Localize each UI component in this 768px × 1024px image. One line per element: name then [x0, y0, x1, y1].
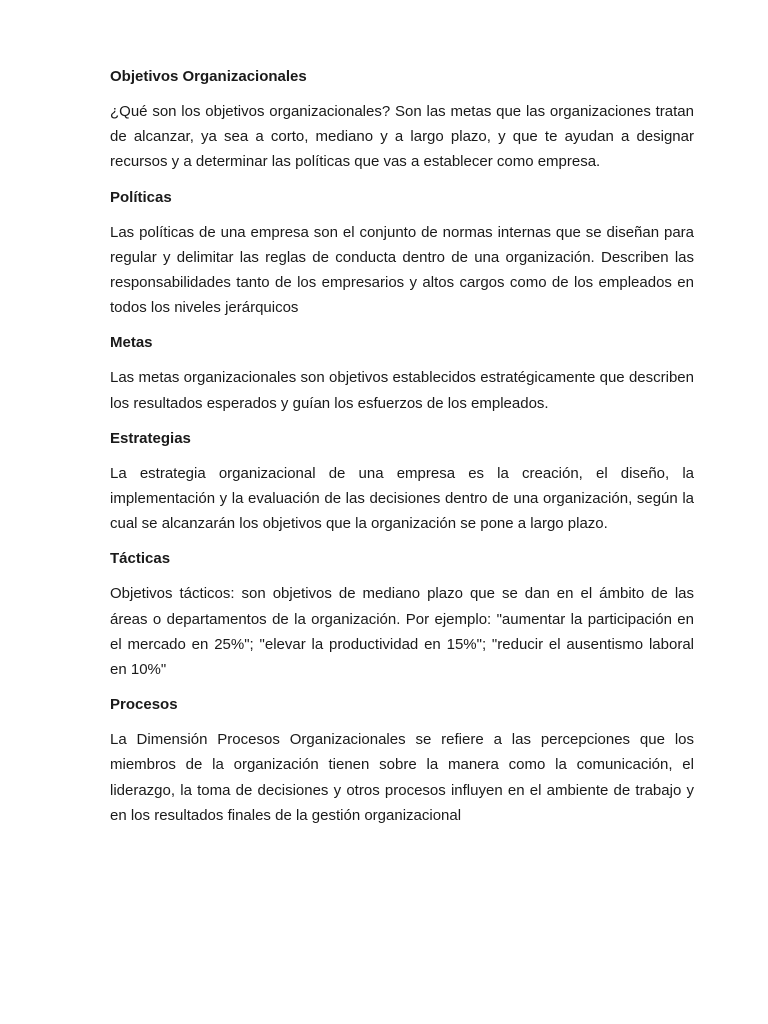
section-tacticas — [110, 546, 694, 682]
section-paragraph: Objetivos tácticos: son objetivos de mediano plazo que se dan en el ámbito de las áreas o departamentos de la organización. Por ejemplo: "aumentar la participación en el mercado en 25%"; "elevar la productividad en 15%"; "reducir el ausentismo laboral en 10%" — [110, 585, 694, 679]
section-paragraph: La Dimensión Procesos Organizacionales se refiere a las percepciones que los miembros de la organización tienen sobre la manera como la comunicación, el liderazgo, la toma de decisiones y otros procesos influyen en el ambiente de trabajo y en los resultados finales de la gestión organizacional — [110, 731, 694, 824]
section-metas — [110, 330, 694, 415]
document-page — [110, 64, 694, 838]
section-heading: Objetivos Organizacionales — [110, 68, 307, 85]
section-heading: Políticas — [110, 188, 172, 206]
section-heading: Estrategias — [110, 429, 191, 447]
section-politicas — [110, 185, 694, 321]
section-paragraph: ¿Qué son los objetivos organizacionales? Son las metas que las organizaciones tratan de alcanzar, ya sea a corto, mediano y a largo plazo, y que te ayudan a designar recursos y a determinar las políticas que vas a establecer como empresa. — [110, 103, 694, 171]
section-paragraph: Las metas organizacionales son objetivos establecidos estratégicamente que describen los resultados esperados y guían los esfuerzos de los empleados. — [110, 369, 694, 412]
section-paragraph: La estrategia organizacional de una empresa es la creación, el diseño, la implementación y la evaluación de las decisiones dentro de una organización, según la cual se alcanzarán los objetivos que la organización se pone a largo plazo. — [110, 464, 694, 533]
section-heading: Tácticas — [110, 550, 171, 568]
section-estrategias — [110, 426, 694, 537]
section-objetivos — [110, 64, 694, 175]
section-paragraph: Las políticas de una empresa son el conjunto de normas internas que se diseñan para regular y delimitar las reglas de conducta dentro de una organización. Describen las responsabilidades tanto de los empresarios y altos cargos como de los empleados en todos los niveles jerárquicos — [110, 223, 694, 317]
section-heading: Procesos — [110, 696, 178, 714]
section-procesos — [110, 692, 694, 828]
section-heading: Metas — [110, 334, 153, 352]
